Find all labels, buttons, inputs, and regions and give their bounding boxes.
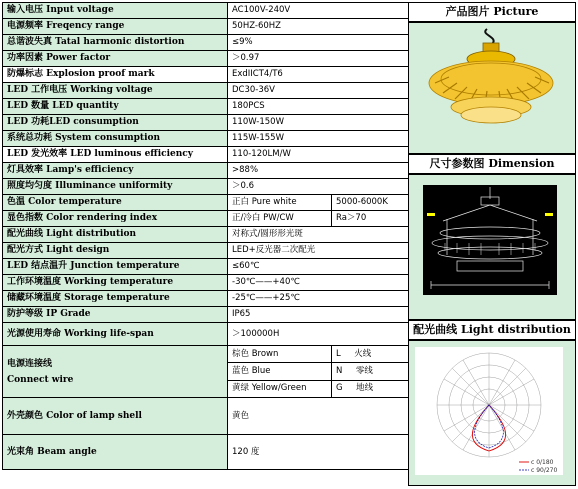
row-led-consumption <box>3 115 409 131</box>
row-ip-grade <box>3 307 409 323</box>
spec-label: 输入电压 Input voltage <box>3 3 228 19</box>
spec-value: >88% <box>228 163 409 179</box>
wire-pin-name: 地线 <box>356 383 374 394</box>
spec-value: ＞100000H <box>228 323 409 346</box>
spec-value: 正白 Pure white <box>228 195 332 211</box>
wire-pin <box>332 363 409 380</box>
connect-wire-label <box>3 346 228 398</box>
spec-value: -30℃——+40℃ <box>228 275 409 291</box>
spec-value: 50HZ-60HZ <box>228 19 409 35</box>
spec-label: 光源使用寿命 Working life-span <box>3 323 228 346</box>
wire-color: 棕色 Brown <box>228 346 332 363</box>
spec-label: 防护等级 IP Grade <box>3 307 228 323</box>
row-beam-angle <box>3 435 409 470</box>
row-working-voltage <box>3 83 409 99</box>
spec-label: 配光曲线 Light distribution <box>3 227 228 243</box>
wire-pin-name: 火线 <box>354 348 372 359</box>
row-working-temperature <box>3 275 409 291</box>
spec-value: 180PCS <box>228 99 409 115</box>
spec-value: -25℃——+25℃ <box>228 291 409 307</box>
polar-diagram <box>415 347 563 475</box>
row-light-distribution <box>3 227 409 243</box>
spec-label: LED 发光效率 LED luminous efficiency <box>3 147 228 163</box>
legend-c0: c 0/180 <box>531 459 554 466</box>
row-color-rendering <box>3 211 409 227</box>
wire-color: 黄绿 Yellow/Green <box>228 380 332 397</box>
spec-label: LED 结点温升 Junction temperature <box>3 259 228 275</box>
row-shell-color <box>3 398 409 435</box>
spec-value: 120 度 <box>228 435 409 470</box>
picture-panel <box>408 22 576 154</box>
row-explosion-proof <box>3 67 409 83</box>
spec-label: LED 功耗LED consumption <box>3 115 228 131</box>
spec-value: ＞0.6 <box>228 179 409 195</box>
spec-value: IP65 <box>228 307 409 323</box>
wire-color: 蓝色 Blue <box>228 363 332 380</box>
spec-label: 防爆标志 Explosion proof mark <box>3 67 228 83</box>
dimension-title: 尺寸参数图 Dimension <box>408 154 576 174</box>
connect-wire-label-cn: 电源连接线 <box>7 358 53 369</box>
spec-value: AC100V-240V <box>228 3 409 19</box>
row-power-factor <box>3 51 409 67</box>
spec-label: LED 工作电压 Working voltage <box>3 83 228 99</box>
row-life-span <box>3 323 409 346</box>
row-system-consumption <box>3 131 409 147</box>
polar-chart <box>415 347 563 475</box>
distribution-panel <box>408 340 576 486</box>
spec-value: ExdIICT4/T6 <box>228 67 409 83</box>
wire-pin <box>332 380 409 397</box>
spec-value: 正/冷白 PW/CW <box>228 211 332 227</box>
spec-value-2: 5000-6000K <box>332 195 409 211</box>
wire-pin-letter: L <box>336 348 341 359</box>
dimension-sketch <box>423 185 557 295</box>
spec-label: 照度均匀度 Illuminance uniformity <box>3 179 228 195</box>
connect-wire-label-en: Connect wire <box>7 374 74 385</box>
row-light-design <box>3 243 409 259</box>
spec-label: 灯具效率 Lamp's efficiency <box>3 163 228 179</box>
distribution-title: 配光曲线 Light distribution <box>408 320 576 340</box>
spec-value: 110-120LM/W <box>228 147 409 163</box>
row-uniformity <box>3 179 409 195</box>
spec-value: 110W-150W <box>228 115 409 131</box>
spec-label: 光束角 Beam angle <box>3 435 228 470</box>
row-frequency <box>3 19 409 35</box>
spec-label: 系统总功耗 System consumption <box>3 131 228 147</box>
dimension-drawing <box>423 185 557 295</box>
row-led-quantity <box>3 99 409 115</box>
spec-label: 电源频率 Freqency range <box>3 19 228 35</box>
row-connect-wire-1 <box>3 346 409 363</box>
row-input-voltage <box>3 3 409 19</box>
wire-pin <box>332 346 409 363</box>
row-luminous-efficiency <box>3 147 409 163</box>
spec-label: 总谐波失真 Tatal harmonic distortion <box>3 35 228 51</box>
spec-label: 功率因素 Power factor <box>3 51 228 67</box>
spec-label: 配光方式 Light design <box>3 243 228 259</box>
lamp-photo <box>409 23 575 153</box>
spec-label: 色温 Color temperature <box>3 195 228 211</box>
spec-table <box>2 2 409 470</box>
spec-label: 显色指数 Color rendering index <box>3 211 228 227</box>
spec-label: LED 数量 LED quantity <box>3 99 228 115</box>
spec-label: 外壳颜色 Color of lamp shell <box>3 398 228 435</box>
row-storage-temperature <box>3 291 409 307</box>
row-lamp-efficiency <box>3 163 409 179</box>
spec-value: 对称式/圆形形光斑 <box>228 227 409 243</box>
spec-value: 115W-155W <box>228 131 409 147</box>
spec-label: 储藏环境温度 Storage temperature <box>3 291 228 307</box>
wire-pin-letter: G <box>336 383 343 394</box>
legend-c90: c 90/270 <box>531 467 558 474</box>
spec-value: DC30-36V <box>228 83 409 99</box>
row-thd <box>3 35 409 51</box>
spec-value: ≤60℃ <box>228 259 409 275</box>
wire-pin-letter: N <box>336 365 343 376</box>
row-color-temperature <box>3 195 409 211</box>
spec-value: ≤9% <box>228 35 409 51</box>
row-junction-temperature <box>3 259 409 275</box>
spec-value-2: Ra＞70 <box>332 211 409 227</box>
spec-label: 工作环境温度 Working temperature <box>3 275 228 291</box>
spec-value: LED+反光器二次配光 <box>228 243 409 259</box>
right-column <box>408 2 576 486</box>
spec-value: 黄色 <box>228 398 409 435</box>
picture-title: 产品图片 Picture <box>408 2 576 22</box>
dimension-panel <box>408 174 576 320</box>
spec-value: ＞0.97 <box>228 51 409 67</box>
wire-pin-name: 零线 <box>355 365 373 376</box>
